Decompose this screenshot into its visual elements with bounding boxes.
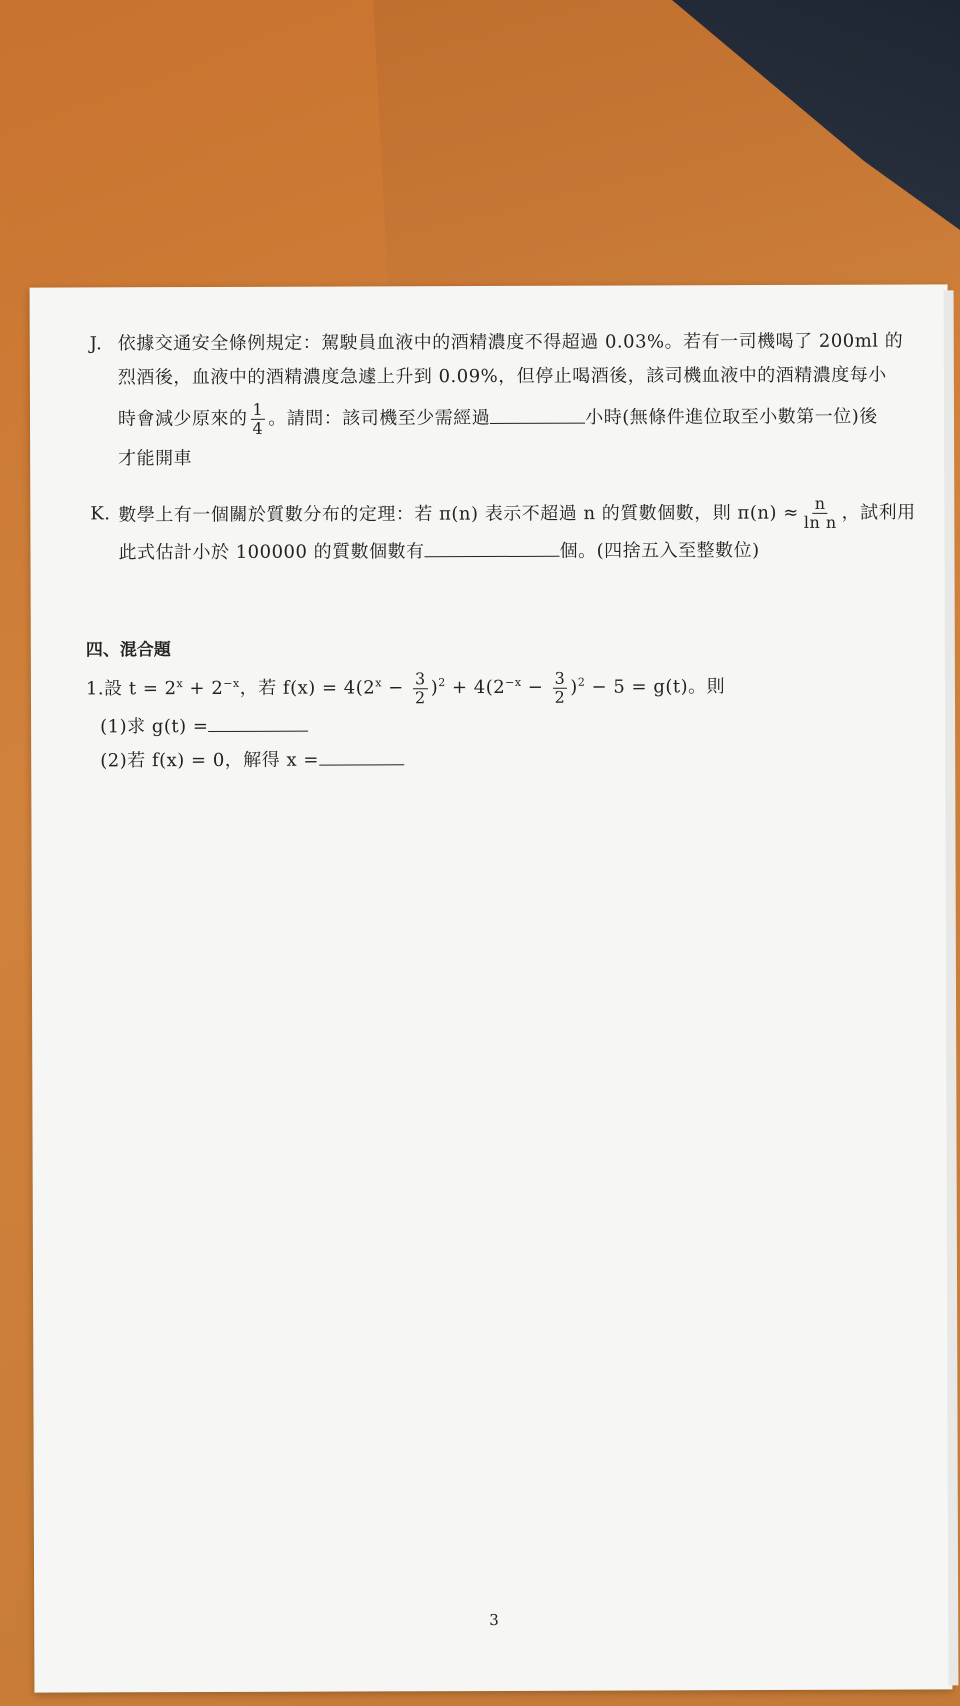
q1-exp-negx2: −x — [505, 675, 522, 689]
question-j-line3 — [118, 398, 920, 438]
fraction-numerator: n — [813, 495, 828, 514]
q1-exp-x: x — [176, 677, 184, 691]
question-1-statement — [86, 665, 916, 708]
question-k-line1-text: 數學上有一個關於質數分布的定理：若 π(n) 表示不超過 n 的質數個數，則 π(n) ≈ — [118, 502, 799, 526]
q1-text-f: + 4(2 — [445, 676, 506, 699]
q1-text-b: + 2 — [183, 677, 224, 700]
answer-blank-j[interactable] — [490, 402, 585, 423]
question-j-label: J. — [89, 333, 103, 355]
q1-text-h: ) — [570, 676, 578, 698]
q1-exp-x2: x — [375, 676, 382, 690]
section-title: 四、混合題 — [85, 640, 171, 661]
fraction-three-halves-2 — [553, 669, 568, 706]
q1-part2-text: (2)若 f(x) = 0，解得 x = — [100, 749, 319, 771]
fraction-denominator: 4 — [252, 418, 264, 438]
fraction-numerator: 1 — [250, 401, 265, 420]
q1-exp-negx: −x — [223, 676, 240, 690]
q1-exp-2b: 2 — [577, 675, 586, 689]
question-k-label: K. — [90, 503, 111, 525]
q1-text-c: ，若 f(x) = 4(2 — [239, 677, 376, 699]
question-j-line3-text: 時會減少原來的 — [117, 408, 248, 430]
question-k-line2 — [118, 533, 920, 570]
q1-text-g: − — [521, 676, 550, 698]
question-k-line2-end: 個。(四捨五入至整數位) — [559, 540, 760, 562]
q1-text-i: − 5 = g(t)。則 — [585, 676, 726, 698]
question-k — [90, 494, 920, 570]
answer-blank-x[interactable] — [319, 744, 404, 765]
question-j-line1: 依據交通安全條例規定：駕駛員血液中的酒精濃度不得超過 0.03%。若有一司機喝了 200ml 的 — [117, 330, 904, 355]
answer-blank-k[interactable] — [425, 536, 560, 557]
question-j-line4: 才能開車 — [118, 448, 193, 470]
fraction-n-over-ln-n — [802, 495, 839, 532]
fraction-denominator: ln n — [803, 512, 837, 532]
answer-blank-g-t[interactable] — [208, 710, 308, 731]
question-k-line1-end: ，試利用 — [841, 502, 916, 524]
question-1 — [86, 665, 916, 778]
q1-part1-text: (1)求 g(t) = — [100, 715, 209, 737]
question-j-line3-end: 小時(無條件進位取至小數第一位)後 — [585, 406, 878, 429]
fraction-denominator: 2 — [554, 687, 566, 707]
fraction-one-quarter — [250, 401, 265, 438]
paper-stack-edge — [944, 290, 959, 1685]
fraction-denominator: 2 — [414, 687, 426, 707]
question-1-part2 — [100, 741, 916, 778]
fraction-numerator: 3 — [553, 669, 568, 688]
question-j-line3-text2: 。請問：該司機至少需經過 — [268, 407, 491, 430]
fraction-numerator: 3 — [413, 670, 428, 689]
q1-text-a: 1.設 t = 2 — [85, 678, 177, 700]
question-j-line2: 烈酒後，血液中的酒精濃度急遽上升到 0.09%，但停止喝酒後，該司機血液中的酒精濃度每小 — [117, 364, 887, 389]
question-k-line1 — [118, 494, 920, 534]
fraction-three-halves — [413, 670, 428, 707]
q1-exp-2: 2 — [438, 676, 446, 690]
question-k-line2-text: 此式估計小於 100000 的質數個數有 — [118, 541, 425, 564]
question-j — [90, 324, 921, 476]
page-number: 3 — [489, 1610, 499, 1630]
q1-text-d: − — [381, 677, 411, 699]
q1-text-e: ) — [430, 677, 439, 699]
question-1-part1 — [100, 707, 916, 744]
exam-paper — [30, 284, 953, 1692]
